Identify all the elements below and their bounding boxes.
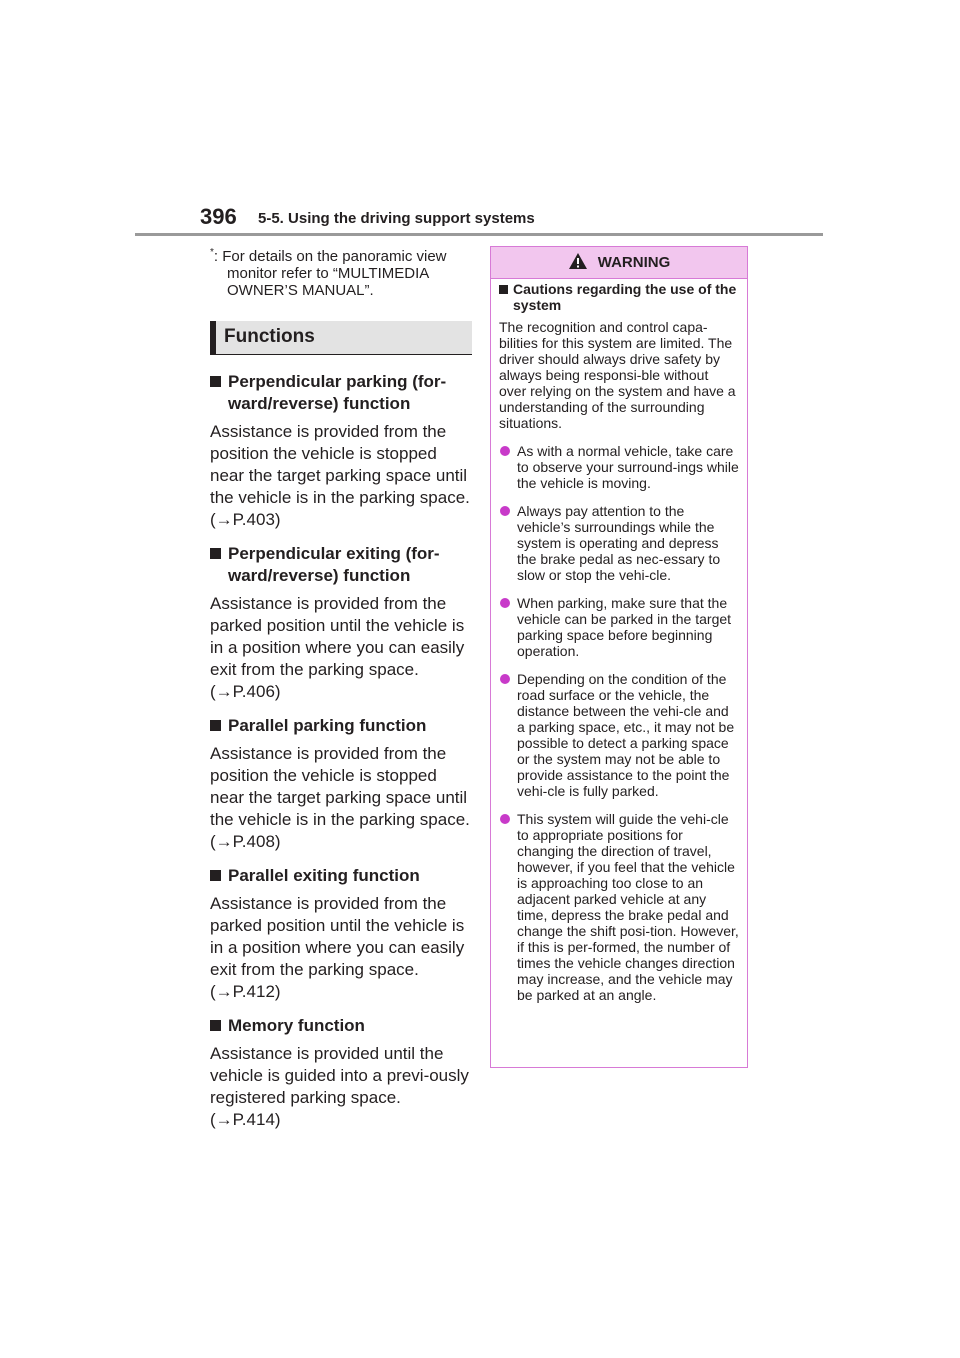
square-bullet-icon [210,548,221,559]
footnote-marker: * [210,247,214,258]
footnote [210,244,472,299]
warning-bullet: As with a normal vehicle, take care to observe your surround-ings while the vehicle is moving. [499,443,739,491]
warning-bullet: Always pay attention to the vehicle’s surroundings while the system is operating and depress the brake pedal as nec-essary to slow or stop the vehi-cle. [499,503,739,583]
warning-header [491,247,747,279]
function-body: Assistance is provided until the vehicle is guided into a previ-ously registered parking space. (→P.414) [210,1044,469,1129]
warning-body [491,279,747,1003]
warning-bullet: Depending on the condition of the road surface or the vehicle, the distance between the vehi-cle and a parking space, etc., it may not be possible to detect a parking space or the system may not be able to provide assistance to the point the vehi-cle is fully parked. [499,671,739,799]
square-bullet-icon [210,720,221,731]
function-title: Parallel parking function [210,715,472,737]
dot-bullet-icon [500,506,510,516]
function-title: Parallel exiting function [210,865,472,887]
function-body: Assistance is provided from the parked position until the vehicle is in a position where you can easily exit from the parking space. (→P.412) [210,894,465,1001]
dot-bullet-icon [500,598,510,608]
dot-bullet-icon [500,814,510,824]
square-bullet-icon [499,285,508,294]
dot-bullet-icon [500,446,510,456]
warning-intro: The recognition and control capa-bilities for this system are limited. The driver should always drive safety by always being responsi-ble without over relying on the system and have a understanding of the surrounding situations. [499,319,736,431]
square-bullet-icon [210,376,221,387]
warning-bullet: When parking, make sure that the vehicle can be parked in the target parking space before beginning operation. [499,595,739,659]
dot-bullet-icon [500,674,510,684]
warning-bullet: This system will guide the vehi-cle to appropriate positions for changing the direction of travel, however, if you feel that the vehicle is approaching too close to an adjacent parked vehicle at any time, depress the brake pedal and change the shift posi-tion. However, if this is per-formed, the number of times the vehicle changes direction may increase, and the vehicle may be parked at an angle. [499,811,739,1003]
section-title: 5-5. Using the driving support systems [258,210,535,227]
left-column [210,244,472,1143]
function-title: Memory function [210,1015,472,1037]
function-body: Assistance is provided from the position the vehicle is stopped near the target parking space until the vehicle is in the parking space. (→P.403) [210,422,470,529]
page-number: 396 [200,204,237,229]
function-body: Assistance is provided from the parked position until the vehicle is in a position where you can easily exit from the parking space. (→P.406) [210,594,465,701]
page-header [200,204,840,234]
warning-heading: WARNING [597,254,671,271]
functions-heading: Functions [210,321,472,355]
square-bullet-icon [210,870,221,881]
function-title: Perpendicular exiting (for-ward/reverse) function [210,543,472,587]
function-title: Perpendicular parking (for-ward/reverse) function [210,371,472,415]
warning-triangle-icon [568,252,588,270]
warning-box [490,246,748,1068]
footnote-text: : For details on the panoramic view monitor refer to “MULTIMEDIA OWNER’S MANUAL”. [213,248,447,299]
square-bullet-icon [210,1020,221,1031]
header-rule [135,233,823,236]
warning-title: Cautions regarding the use of the system [499,281,739,313]
function-body: Assistance is provided from the position the vehicle is stopped near the target parking space until the vehicle is in the parking space. (→P.408) [210,744,470,851]
